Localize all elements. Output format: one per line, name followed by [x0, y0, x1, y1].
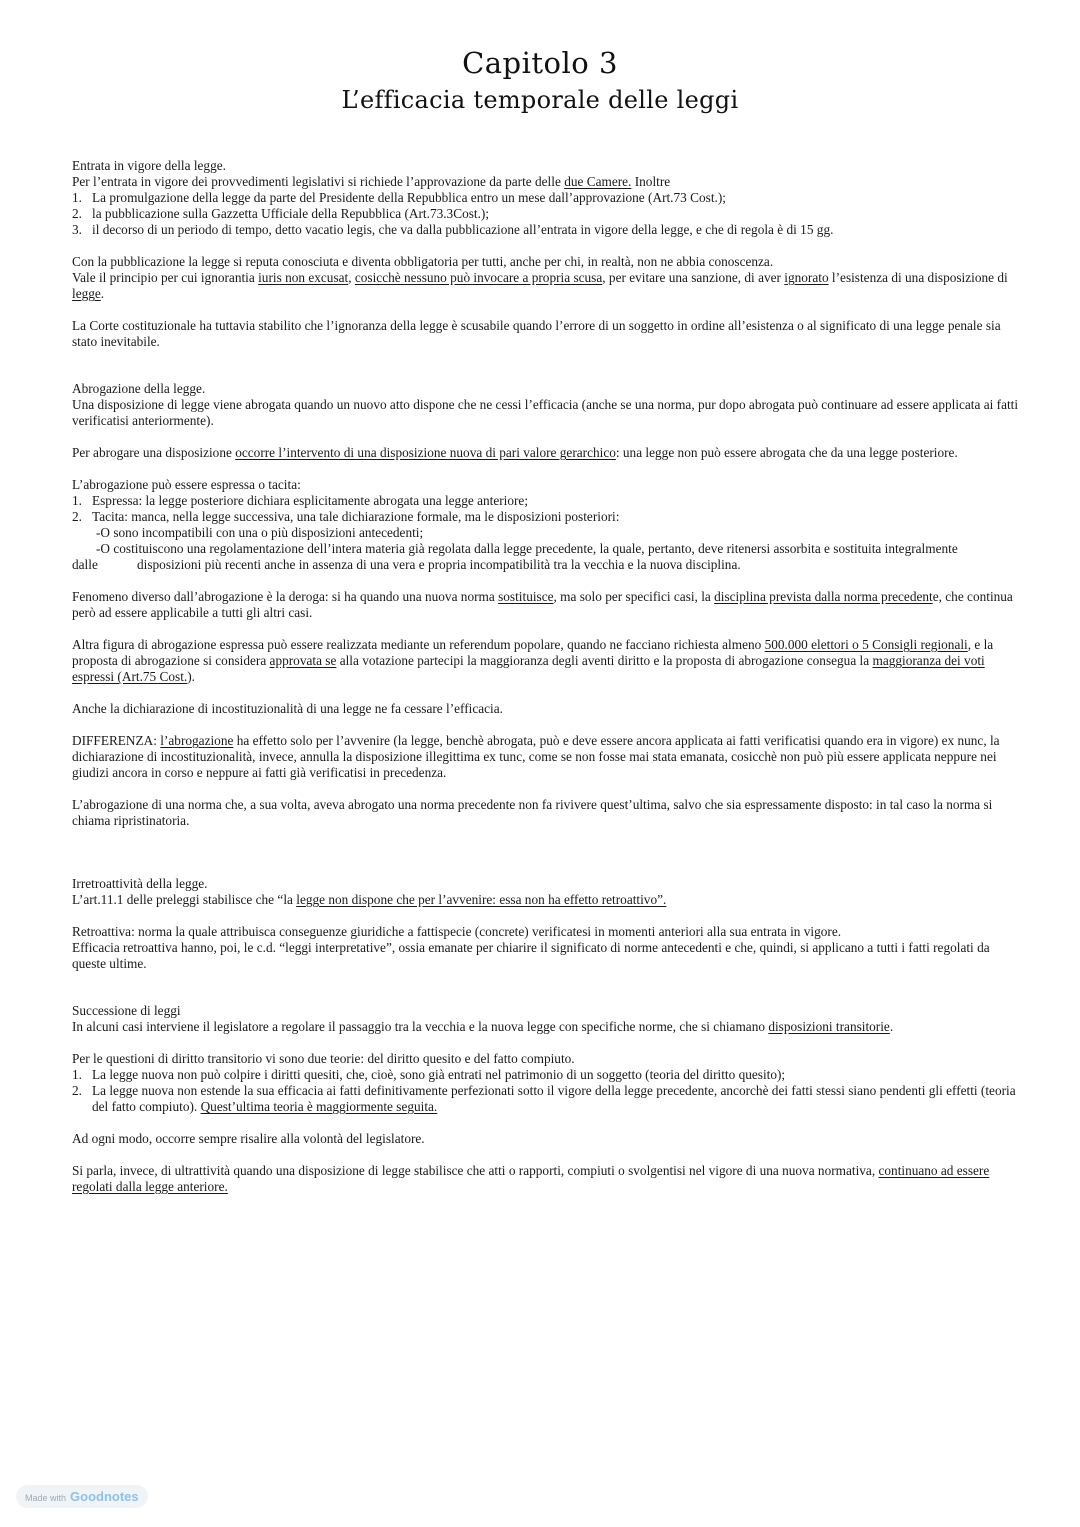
list-item: 1. Espressa: la legge posteriore dichiara esplicitamente abrogata una legge anteriore; [72, 493, 529, 508]
paragraph: Per l’entrata in vigore dei provvedimenti legislativi si richiede l’approvazione da parte delle due Camere. Inoltre [72, 174, 671, 189]
paragraph: Retroattiva: norma la quale attribuisca conseguenze giuridiche a fattispecie (concrete) verificatesi in momenti anteriori alla sua entrata in vigore. [72, 924, 842, 939]
list-item: 1. La promulgazione della legge da parte del Presidente della Repubblica entro un mese dall’approvazione (Art.73 Cost.); [72, 190, 726, 205]
paragraph: Fenomeno diverso dall’abrogazione è la deroga: si ha quando una nuova norma sostituisce, ma solo per specifici casi, la disciplina prevista dalla norma precedente, che continua però ad essere applicabile a tutti gli altri casi. [72, 589, 1013, 620]
paragraph: Per le questioni di diritto transitorio vi sono due teorie: del diritto quesito e del fatto compiuto. [72, 1051, 575, 1066]
paragraph: Vale il principio per cui ignorantia iuris non excusat, cosicchè nessuno può invocare a propria scusa, per evitare una sanzione, di aver ignorato l’esistenza di una disposizione di legge. [72, 270, 1008, 301]
paragraph: L’abrogazione di una norma che, a sua volta, aveva abrogato una norma precedente non fa rivivere quest’ultima, salvo che sia espressamente disposto: in tal caso la norma si chiama ripristinatoria. [72, 797, 993, 828]
section-heading-successione: Successione di leggi [72, 1003, 181, 1018]
sub-item-continuation: dalle disposizioni più recenti anche in assenza di una vera e propria incompatibilità tra la vecchia e la nuova disciplina. [72, 557, 741, 572]
document-body [72, 158, 1022, 1195]
goodnotes-badge [16, 1485, 148, 1508]
list-item: 2. Tacita: manca, nella legge successiva, una tale dichiarazione formale, ma le disposizioni posteriori: [72, 509, 620, 524]
paragraph: Con la pubblicazione la legge si reputa conosciuta e diventa obbligatoria per tutti, anche per chi, in realtà, non ne abbia conoscenza. [72, 254, 774, 269]
paragraph: Si parla, invece, di ultrattività quando una disposizione di legge stabilisce che atti o rapporti, compiuti o svolgentisi nel vigore di una nuova normativa, continuano ad essere regolati dalla legge anteriore. [72, 1163, 990, 1194]
list-item: 3. il decorso di un periodo di tempo, detto vacatio legis, che va dalla pubblicazione all’entrata in vigore della legge, e che di regola è di 15 gg. [72, 222, 834, 237]
paragraph: DIFFERENZA: l’abrogazione ha effetto solo per l’avvenire (la legge, benchè abrogata, può e deve essere ancora applicata ai fatti verificatisi quando era in vigore) ex nunc, la dichiarazione di incostituzionalità, invece, annulla la disposizione illegittima ex tunc, come se non fosse mai stata emanata, cosicchè non può più essere applicata neppure nei giudizi ancora in corso e neppure ai fatti già verificatisi in precedenza. [72, 733, 1000, 780]
made-with-label: Made with [25, 1493, 67, 1503]
paragraph: Efficacia retroattiva hanno, poi, le c.d. “leggi interpretative”, ossia emanate per chiarire il significato di norme antecedenti e che, quindi, si applicano a tutti i fatti regolati da queste ultime. [72, 940, 990, 971]
chapter-number: Capitolo 3 [462, 46, 618, 80]
list-item: 1. La legge nuova non può colpire i diritti quesiti, che, cioè, sono già entrati nel patrimonio di un soggetto (teoria del diritto quesito); [72, 1067, 786, 1082]
paragraph: In alcuni casi interviene il legislatore a regolare il passaggio tra la vecchia e la nuova legge con specifiche norme, che si chiamano disposizioni transitorie. [72, 1019, 894, 1034]
paragraph: Per abrogare una disposizione occorre l’intervento di una disposizione nuova di pari valore gerarchico: una legge non può essere abrogata che da una legge posteriore. [72, 445, 958, 460]
list-item: 2. la pubblicazione sulla Gazzetta Ufficiale della Repubblica (Art.73.3Cost.); [72, 206, 490, 221]
section-heading-abrogazione: Abrogazione della legge. [72, 381, 206, 396]
section-heading-irretroattivita: Irretroattività della legge. [72, 876, 208, 891]
goodnotes-logo: Goodnotes [70, 1489, 139, 1504]
sub-item: -O costituiscono una regolamentazione dell’intera materia già regolata dalla legge precedente, la quale, pertanto, deve ritenersi assorbita e sostituita integralmente [96, 541, 958, 556]
paragraph: Anche la dichiarazione di incostituzionalità di una legge ne fa cessare l’efficacia. [72, 701, 503, 716]
paragraph: L’abrogazione può essere espressa o tacita: [72, 477, 301, 492]
sub-item: -O sono incompatibili con una o più disposizioni antecedenti; [96, 525, 424, 540]
section-heading-entrata: Entrata in vigore della legge. [72, 158, 226, 173]
chapter-title: L’efficacia temporale delle leggi [341, 86, 739, 114]
paragraph: L’art.11.1 delle preleggi stabilisce che “la legge non dispone che per l’avvenire: essa non ha effetto retroattivo”. [72, 892, 667, 907]
paragraph: Ad ogni modo, occorre sempre risalire alla volontà del legislatore. [72, 1131, 425, 1146]
list-item: 2. La legge nuova non estende la sua efficacia ai fatti definitivamente perfezionati sotto il vigore della legge precedente, ancorchè dei fatti stessi siano pendenti gli effetti (teoria del fatto compiuto). Quest’ultima teoria è maggiormente seguita. [72, 1083, 1016, 1114]
paragraph: La Corte costituzionale ha tuttavia stabilito che l’ignoranza della legge è scusabile quando l’errore di un soggetto in ordine all’esistenza o al significato di una legge penale sia stato inevitabile. [72, 318, 1001, 349]
paragraph: Altra figura di abrogazione espressa può essere realizzata mediante un referendum popolare, quando ne facciano richiesta almeno 500.000 elettori o 5 Consigli regionali, e la proposta di abrogazione si considera approvata se alla votazione partecipi la maggioranza degli aventi diritto e la proposta di abrogazione consegua la maggioranza dei voti espressi (Art.75 Cost.). [72, 637, 994, 684]
paragraph: Una disposizione di legge viene abrogata quando un nuovo atto dispone che ne cessi l’efficacia (anche se una norma, pur dopo abrogata può continuare ad essere applicata ai fatti verificatisi anteriormente). [72, 397, 1019, 428]
